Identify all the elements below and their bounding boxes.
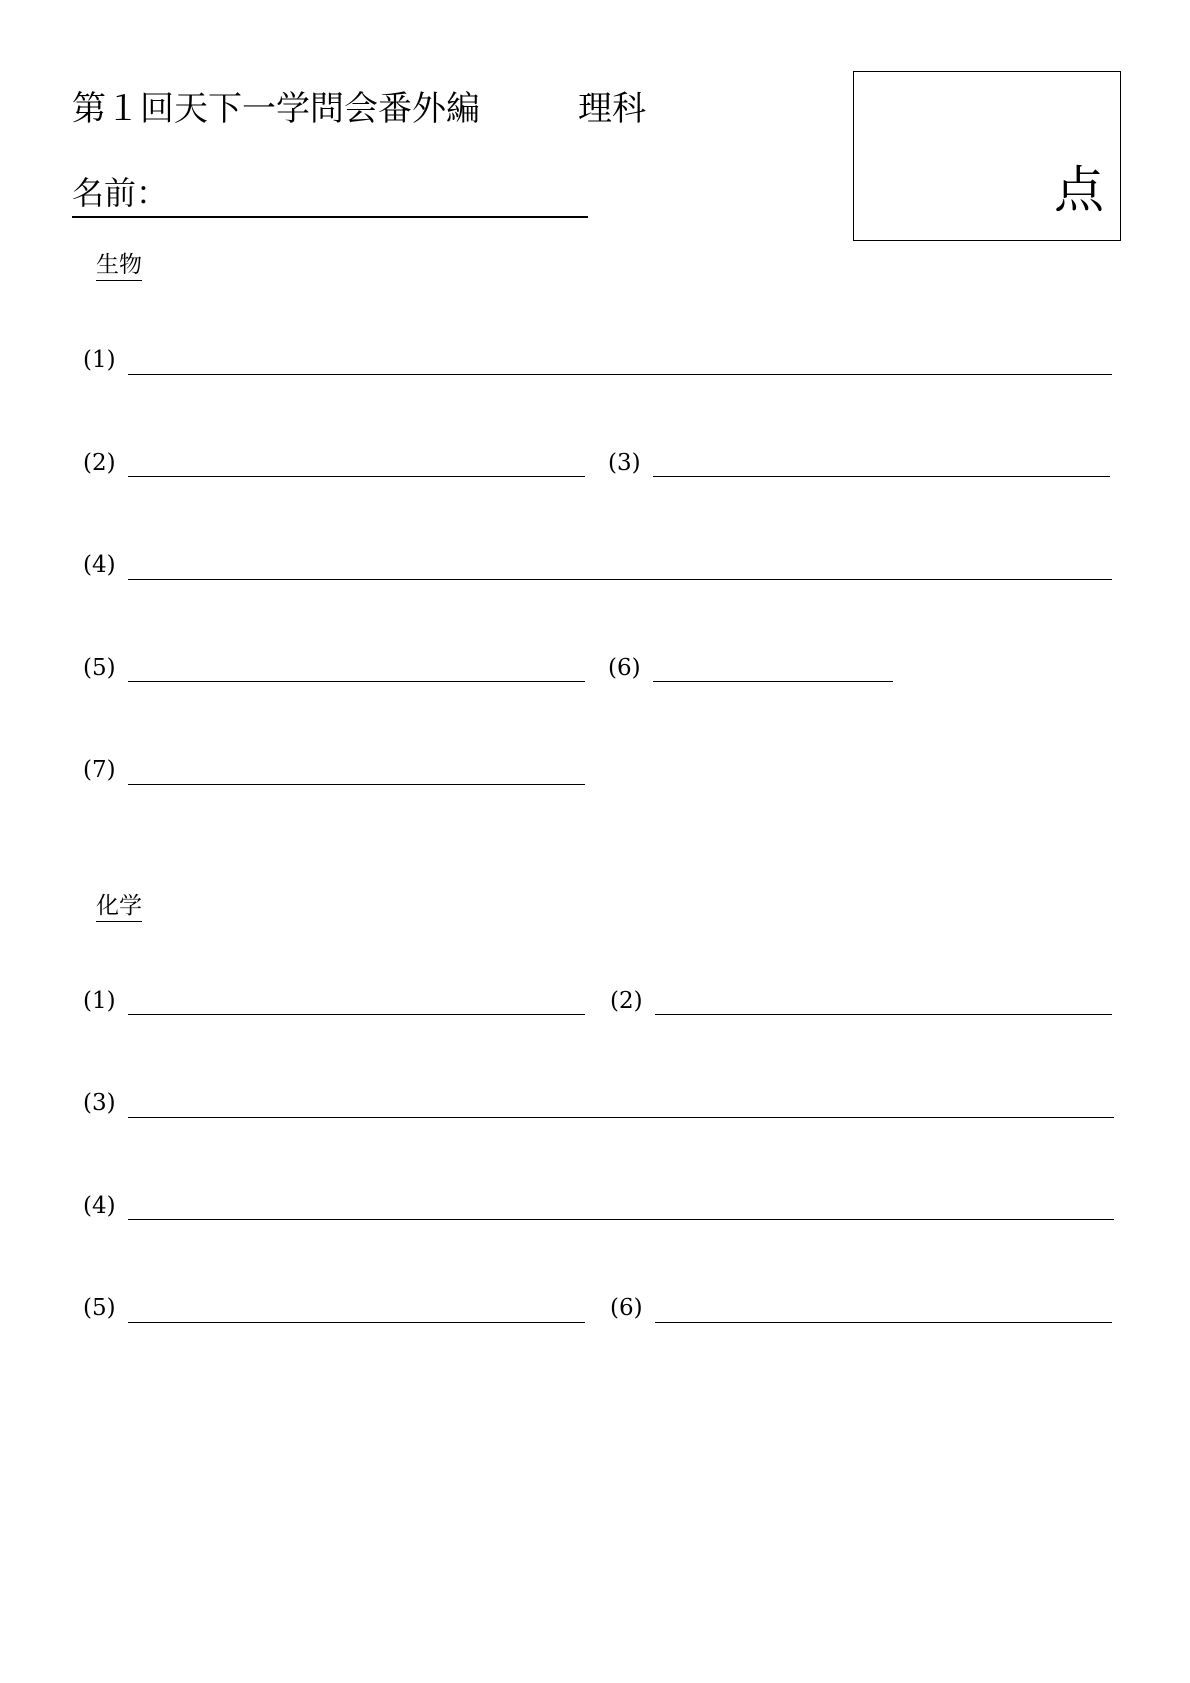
biology-answer-3-line[interactable] [653,476,1110,477]
chemistry-answer-5-line[interactable] [128,1322,585,1323]
biology-question-2-label: (2) [83,450,116,476]
biology-answer-6-line[interactable] [653,681,893,682]
biology-answer-4-line[interactable] [128,579,1112,580]
chemistry-question-2-label: (2) [610,988,643,1014]
name-field[interactable] [72,170,588,218]
chemistry-question-1-label: (1) [83,988,116,1014]
score-box[interactable] [853,71,1121,241]
biology-question-5-label: (5) [83,655,116,681]
biology-answer-1-line[interactable] [128,374,1112,375]
chemistry-question-3-label: (3) [83,1090,116,1116]
chemistry-answer-1-line[interactable] [128,1014,585,1015]
biology-question-6-label: (6) [608,655,641,681]
biology-question-7-label: (7) [83,757,116,783]
page-title: 第１回天下一学問会番外編 [72,89,480,129]
biology-question-3-label: (3) [608,450,641,476]
biology-answer-5-line[interactable] [128,681,585,682]
biology-question-1-label: (1) [83,347,116,373]
score-unit-label: 点 [1054,161,1104,219]
chemistry-question-6-label: (6) [610,1295,643,1321]
biology-answer-7-line[interactable] [128,784,585,785]
chemistry-answer-2-line[interactable] [655,1014,1112,1015]
subject-title: 理科 [578,89,646,129]
chemistry-answer-3-line[interactable] [128,1117,1114,1118]
chemistry-question-4-label: (4) [83,1193,116,1219]
chemistry-answer-4-line[interactable] [128,1219,1114,1220]
name-label: 名前： [72,174,169,212]
biology-answer-2-line[interactable] [128,476,585,477]
chemistry-question-5-label: (5) [83,1295,116,1321]
chemistry-answer-6-line[interactable] [655,1322,1112,1323]
section-biology-label: 生物 [96,250,142,281]
section-chemistry-label: 化学 [96,891,142,922]
biology-question-4-label: (4) [83,552,116,578]
